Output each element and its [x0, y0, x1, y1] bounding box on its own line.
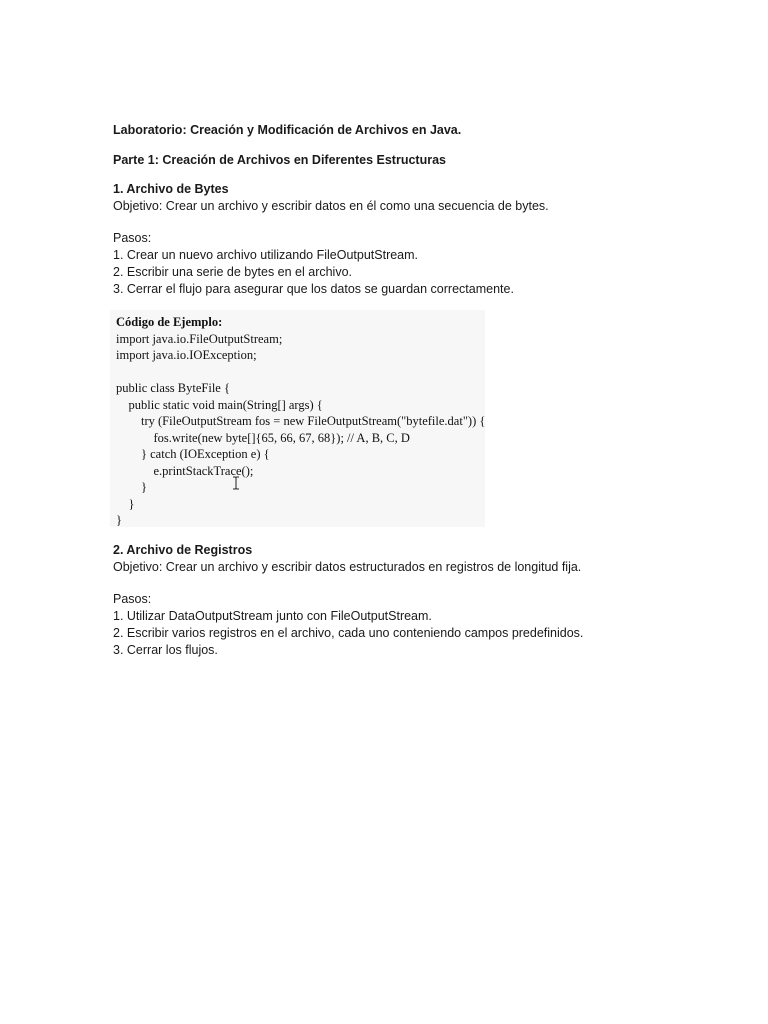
part-title: Parte 1: Creación de Archivos en Diferentes Estructuras	[113, 153, 446, 167]
code-line: } catch (IOException e) {	[116, 447, 270, 461]
code-line	[116, 364, 485, 381]
section-objective: Objetivo: Crear un archivo y escribir datos estructurados en registros de longitud fija.	[113, 560, 582, 574]
section-records	[113, 542, 693, 659]
code-line: e.printStackTrace();	[116, 463, 254, 478]
steps-list	[113, 608, 693, 659]
section-heading: 1. Archivo de Bytes	[113, 182, 229, 196]
document-content	[113, 121, 693, 659]
code-line: try (FileOutputStream fos = new FileOutputStream("bytefile.dat")) {	[116, 414, 486, 428]
step-item: 3. Cerrar los flujos.	[113, 643, 218, 657]
section-objective: Objetivo: Crear un archivo y escribir datos en él como una secuencia de bytes.	[113, 199, 549, 213]
code-label: Código de Ejemplo:	[116, 315, 223, 329]
steps-label: Pasos:	[113, 231, 152, 245]
code-line: fos.write(new byte[]{65, 66, 67, 68}); // A, B, C, D	[116, 430, 410, 445]
step-item: 1. Utilizar DataOutputStream junto con FileOutputStream.	[113, 609, 432, 623]
code-example-image	[110, 310, 485, 527]
step-item: 1. Crear un nuevo archivo utilizando FileOutputStream.	[113, 248, 419, 262]
steps-label: Pasos:	[113, 592, 152, 606]
code-line: import java.io.IOException;	[116, 348, 257, 362]
code-line: }	[116, 496, 135, 511]
spacer	[113, 215, 693, 230]
section-bytes	[113, 181, 693, 527]
steps-list	[113, 247, 693, 298]
text-cursor-icon	[232, 476, 240, 490]
code-line: public static void main(String[] args) {	[116, 397, 323, 412]
step-item: 2. Escribir una serie de bytes en el archivo.	[113, 265, 353, 279]
code-line: import java.io.FileOutputStream;	[116, 331, 283, 346]
document-title: Laboratorio: Creación y Modificación de Archivos en Java.	[113, 123, 462, 137]
step-item: 2. Escribir varios registros en el archivo, cada uno conteniendo campos predefinidos.	[113, 626, 584, 640]
code-line: public class ByteFile {	[116, 381, 230, 395]
step-item: 3. Cerrar el flujo para asegurar que los datos se guardan correctamente.	[113, 282, 514, 296]
spacer	[113, 576, 693, 591]
section-heading: 2. Archivo de Registros	[113, 543, 253, 557]
code-line: }	[116, 513, 122, 527]
code-line: }	[116, 480, 147, 494]
